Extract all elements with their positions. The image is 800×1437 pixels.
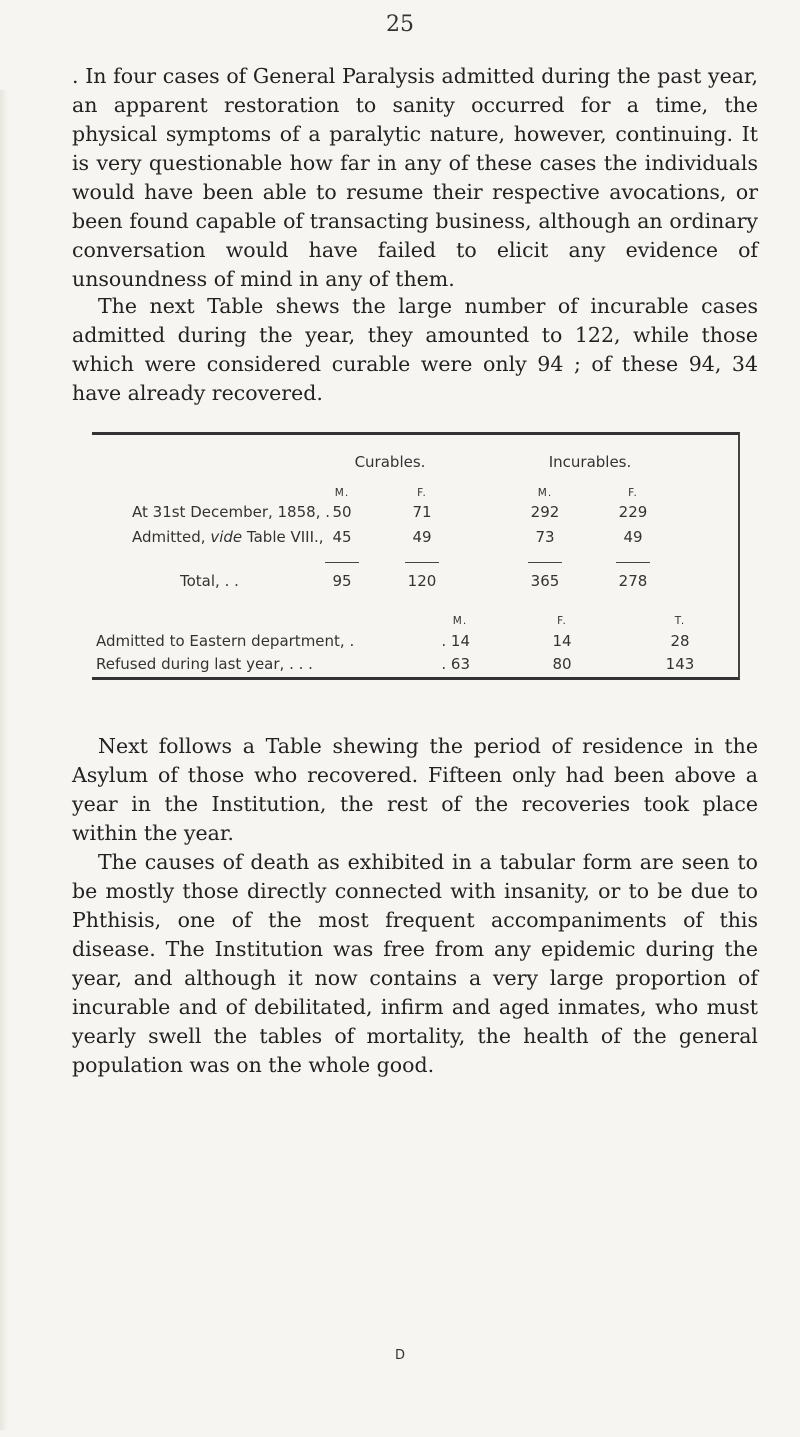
row-label-total: Total, . . [180,572,239,590]
header-lower-f: F. [557,615,567,627]
cell-total-incurables-m: 365 [530,572,560,590]
cell-total-curables-m: 95 [332,572,352,590]
row-label-admitted: Admitted, vide Table VIII., [132,528,324,546]
sum-rule [405,562,439,563]
cell-eastern-t: 28 [670,632,690,650]
paragraph-residence-period: Next follows a Table shewing the period of residence in the Asylum of those who recovered. Fifteen only had been above a year in the Institution, the rest of the recoveries took place within the year. [72,734,758,845]
cell-curables-m: 50 [332,503,352,521]
cell-incurables-m: 73 [535,528,555,546]
paragraph-causes-of-death: The causes of death as exhibited in a tabular form are seen to be mostly those directly connected with insanity, or to be due to Phthisis, one of the most frequent accompaniments of this disease. The Institution was free from any epidemic during the year, and although it now contains a very large proportion of incurable and of debilitated, infirm and aged inmates, who must yearly swell the tables of mortality, the health of the general population was on the whole good. [72,850,758,1077]
page-number: 25 [386,12,414,37]
cell-incurables-m: 292 [530,503,560,521]
header-incurables-f: F. [628,487,638,499]
header-incurables-m: M. [537,487,553,499]
cell-total-incurables-f: 278 [618,572,648,590]
header-curables-f: F. [417,487,427,499]
sum-rule [616,562,650,563]
sum-rule [325,562,359,563]
header-lower-m: M. [452,615,468,627]
cell-curables-m: 45 [332,528,352,546]
cell-refused-m: . 63 [441,655,470,673]
header-curables: Curables. [354,453,426,471]
header-lower-t: T. [674,615,686,627]
row-label-dec-1858: At 31st December, 1858, . [132,503,330,521]
sum-rule [528,562,562,563]
paragraph-general-paralysis: . In four cases of General Paralysis admitted during the past year, an apparent restoration to sanity occurred for a time, the physical symptoms of a paralytic nature, however, continuing. It is very questionable how far in any of these cases the individuals would have been able to resume their respective avocations, or been found capable of transacting business, although an ordinary conversation would have failed to elicit any evidence of unsoundness of mind in any of them. [72,64,758,291]
cell-refused-t: 143 [665,655,695,673]
page-edge-shadow [0,90,8,1430]
signature-mark: D [394,1348,405,1363]
admissions-table [92,432,740,680]
cell-eastern-f: 14 [552,632,572,650]
header-curables-m: M. [334,487,350,499]
cell-curables-f: 49 [412,528,432,546]
cell-incurables-f: 229 [618,503,648,521]
header-incurables: Incurables. [548,453,632,471]
cell-total-curables-f: 120 [407,572,437,590]
cell-eastern-m: . 14 [441,632,470,650]
paragraph-incurable-cases: The next Table shews the large number of incurable cases admitted during the year, they amounted to 122, while those which were considered curable were only 94 ; of these 94, 34 have already recovered. [72,294,758,405]
cell-curables-f: 71 [412,503,432,521]
row-label-refused: Refused during last year, . . . [96,655,313,673]
row-label-eastern-dept: Admitted to Eastern department, . [96,632,355,650]
cell-refused-f: 80 [552,655,572,673]
cell-incurables-f: 49 [623,528,643,546]
